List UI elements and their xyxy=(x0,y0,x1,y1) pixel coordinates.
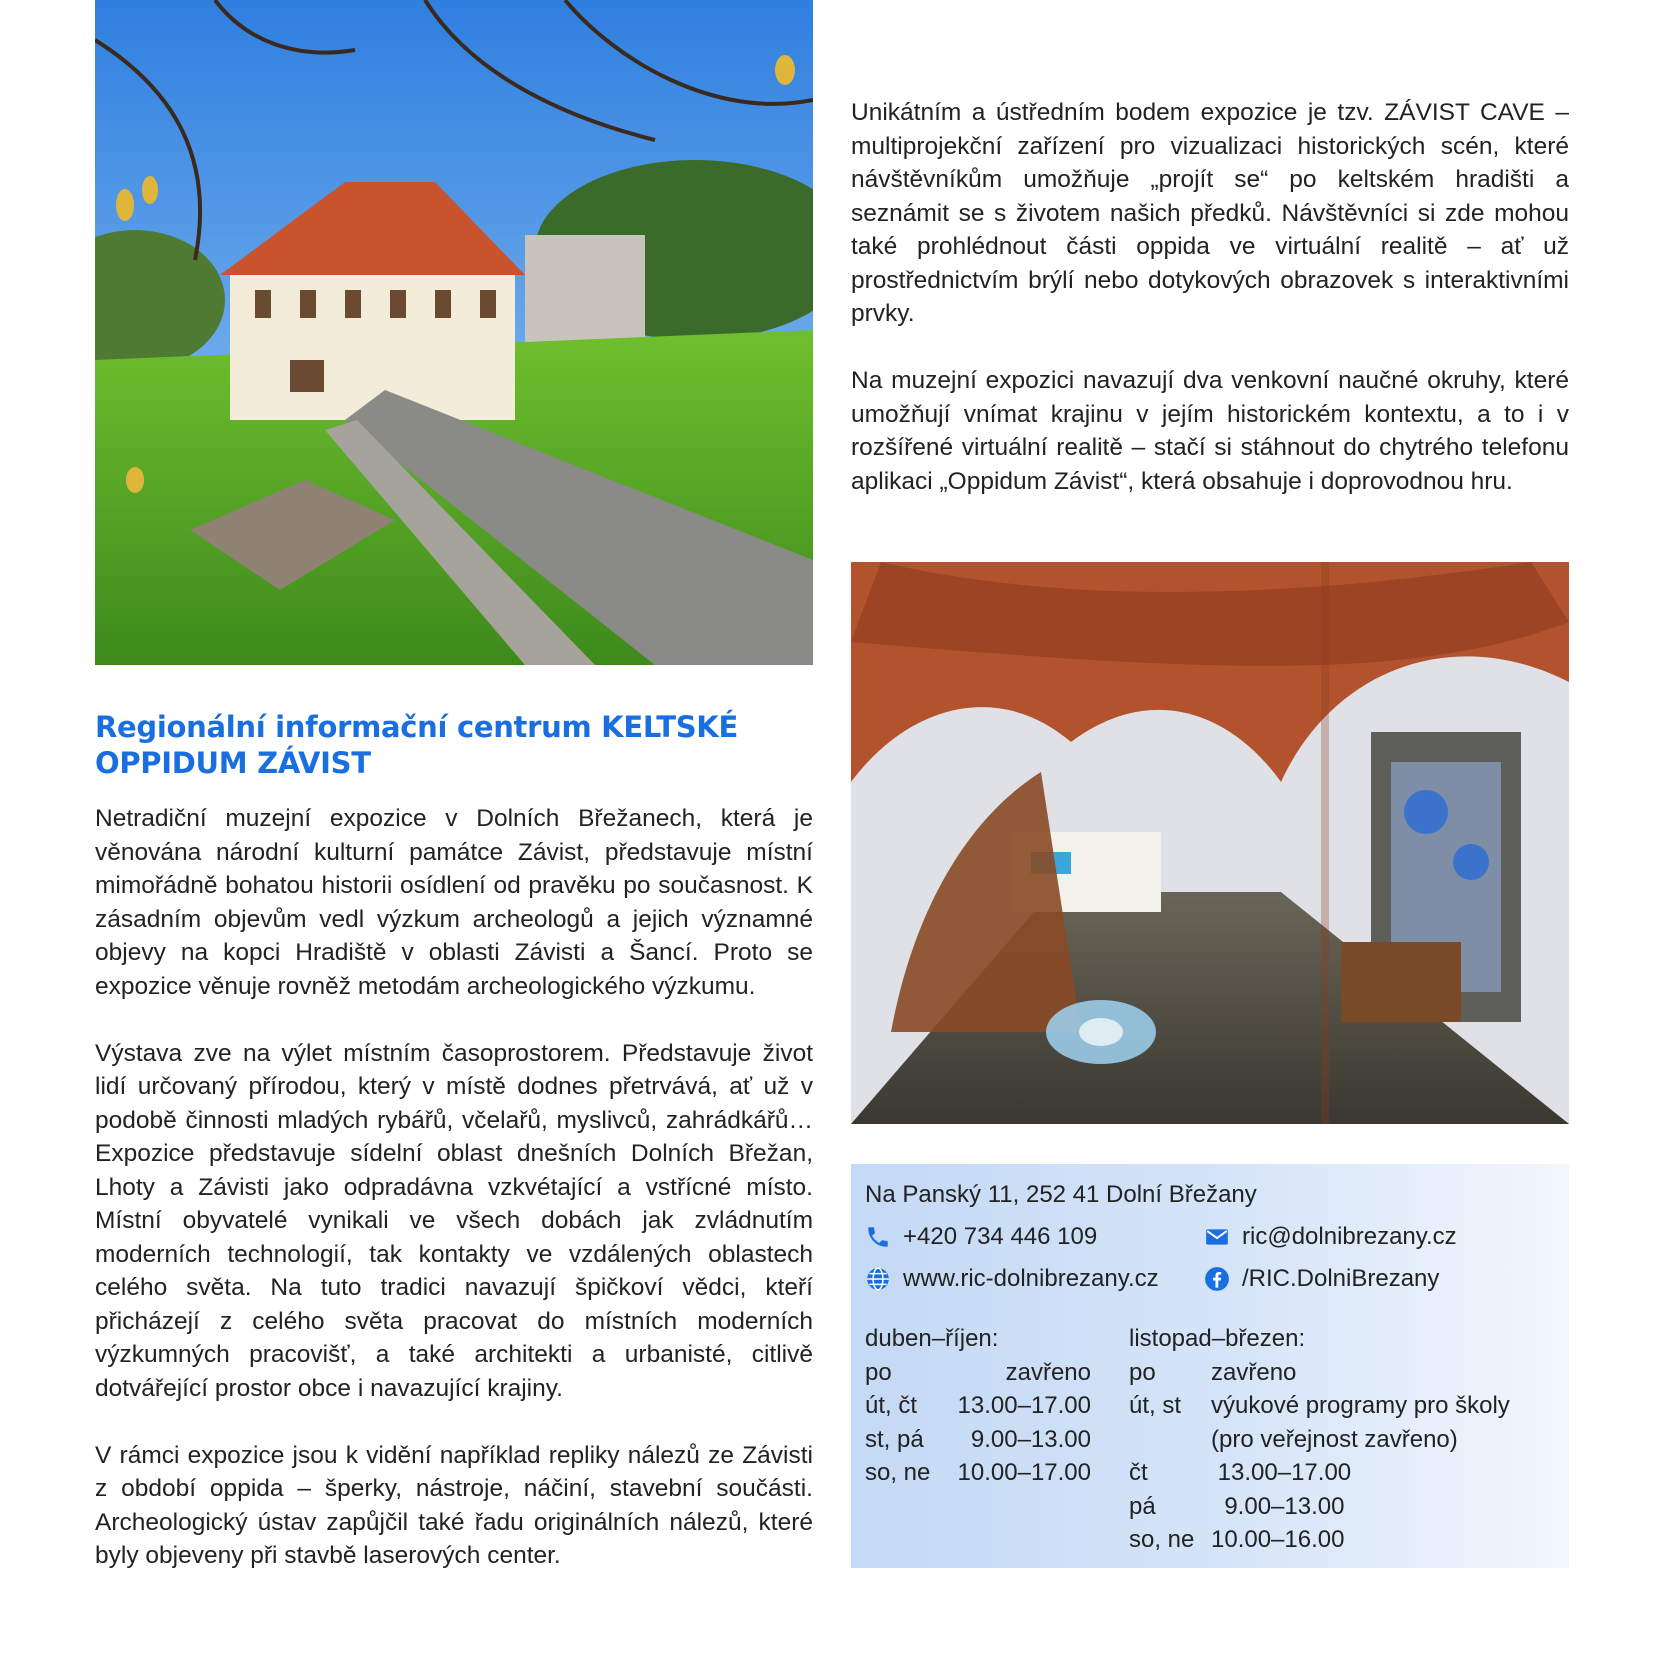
email-address: ric@dolnibrezany.cz xyxy=(1242,1223,1457,1250)
hours-day: pá xyxy=(1129,1492,1156,1520)
hours-value: zavřeno xyxy=(1005,1358,1091,1386)
facebook-contact[interactable] xyxy=(1204,1262,1439,1296)
right-text-column xyxy=(851,96,1569,532)
hours-day: út, čt xyxy=(865,1392,918,1419)
contact-info-box xyxy=(851,1164,1569,1568)
heading-line-1: Regionální informační centrum KELTSKÉ xyxy=(95,710,738,744)
hours-row xyxy=(865,1389,1095,1423)
web-contact[interactable] xyxy=(865,1262,1159,1296)
hours-day: so, ne xyxy=(865,1459,931,1486)
globe-icon xyxy=(865,1266,891,1292)
opening-hours-winter xyxy=(1129,1322,1559,1557)
hours-row xyxy=(1129,1423,1559,1457)
email-icon xyxy=(1204,1224,1230,1250)
hours-day: čt xyxy=(1129,1459,1148,1486)
email-contact[interactable] xyxy=(1204,1220,1457,1254)
hours-row xyxy=(1129,1490,1559,1524)
paragraph: Netradiční muzejní expozice v Dolních Břežanech, která je věnována národní kulturní památce Závist, představuje místní mimořádně bohatou historii osídlení od pravěku po současnost. K zásadním objevům vedl výzkum archeologů a jejich významné objevy na kopci Hradiště v oblasti Závisti a Šancí. Proto se expozice věnuje rovněž metodám archeologického výzkumu. xyxy=(95,805,813,1000)
hours-row xyxy=(1129,1356,1559,1390)
phone-number: +420 734 446 109 xyxy=(903,1223,1098,1250)
hours-row xyxy=(865,1356,1095,1390)
phone-contact[interactable] xyxy=(865,1220,1097,1254)
hours-value: zavřeno xyxy=(1211,1358,1297,1386)
season-title: duben–říjen: xyxy=(865,1325,999,1352)
hours-day: út, st xyxy=(1129,1392,1182,1419)
facebook-icon xyxy=(1204,1266,1230,1292)
hours-row xyxy=(1129,1456,1559,1490)
hours-day: so, ne xyxy=(1129,1526,1195,1553)
address: Na Panský 11, 252 41 Dolní Břežany xyxy=(865,1181,1257,1208)
hours-value: výukové programy pro školy xyxy=(1211,1392,1510,1419)
paragraph: Unikátním a ústředním bodem expozice je tzv. ZÁVIST CAVE – multiprojekční zařízení pro vizualizaci historických scén, které návštěvníkům umožňuje „projít se“ po keltském hradišti a seznámit se s životem našich předků. Návštěvníci si zde mohou také prohlédnout části oppida ve virtuální realitě – ať už prostřednictvím brýlí nebo dotykových obrazovek s interaktivními prvky. xyxy=(851,99,1569,327)
heading-line-2: OPPIDUM ZÁVIST xyxy=(95,746,371,780)
photo-building-garden xyxy=(95,0,813,665)
hours-day xyxy=(1129,1423,1211,1457)
hours-value: 13.00–17.00 xyxy=(957,1392,1091,1419)
paragraph: Výstava zve na výlet místním časoprostorem. Představuje život lidí určovaný přírodou, který v místě dodnes přetrvává, ať už v podobě činnosti mladých rybářů, včelařů, myslivců, zahrádkářů… Expozice představuje sídelní oblast dnešních Dolních Břežan, Lhoty a Závisti jako odpradávna vzkvétající a vstřícné místo. Místní obyvatelé vynikali ve všech dobách jak zvládnutím moderních technologií, tak kontakty ve vzdálených oblastech celého světa. Na tuto tradici navazují špičkoví vědci, kteří přicházejí z celého světa pracovat do místních moderních výzkumných pracovišť, a také architekti a urbanisté, citlivě dotvářející prostor obce i navazující krajiny. xyxy=(95,1039,813,1402)
hours-day: po xyxy=(865,1358,892,1386)
hours-day: po xyxy=(1129,1358,1156,1386)
paragraph: V rámci expozice jsou k vidění například repliky nálezů ze Závisti z období oppida – šperky, nástroje, náčiní, stavební součásti. Archeologický ústav zapůjčil také řadu originálních nálezů, které byly objeveny při stavbě laserových center. xyxy=(95,1441,813,1569)
hours-row xyxy=(1129,1523,1559,1557)
hours-value: 9.00–13.00 xyxy=(970,1425,1091,1453)
photo-exhibition-interior xyxy=(851,562,1569,1124)
season-title: listopad–březen: xyxy=(1129,1325,1306,1352)
hours-value: 9.00–13.00 xyxy=(1211,1492,1345,1520)
phone-icon xyxy=(865,1224,891,1250)
hours-value: 10.00–17.00 xyxy=(957,1459,1091,1486)
opening-hours-summer xyxy=(865,1322,1095,1490)
paragraph: Na muzejní expozici navazují dva venkovní naučné okruhy, které umožňují vnímat krajinu v jejím historickém kontextu, a to i v rozšířené virtuální realitě – stačí si stáhnout do chytrého telefonu aplikaci „Oppidum Závist“, která obsahuje i doprovodnou hru. xyxy=(851,367,1569,495)
section-heading xyxy=(95,709,813,781)
hours-row xyxy=(865,1456,1095,1490)
left-text-column xyxy=(95,802,813,1606)
hours-row xyxy=(1129,1389,1559,1423)
facebook-handle: /RIC.DolniBrezany xyxy=(1242,1265,1440,1292)
hours-value: 10.00–16.00 xyxy=(1211,1526,1345,1553)
hours-row xyxy=(865,1423,1095,1457)
website-url: www.ric-dolnibrezany.cz xyxy=(903,1265,1159,1292)
hours-value: 13.00–17.00 xyxy=(1211,1459,1352,1486)
hours-value: (pro veřejnost zavřeno) xyxy=(1211,1425,1458,1453)
hours-day: st, pá xyxy=(865,1425,924,1453)
